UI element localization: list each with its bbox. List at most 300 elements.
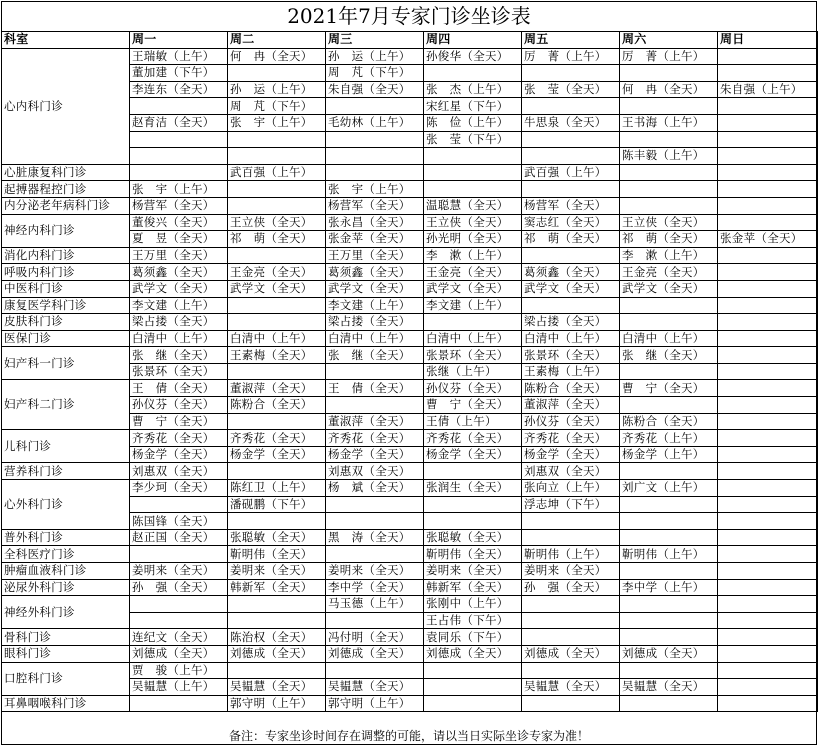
schedule-cell: 武百强（上午） [522,164,620,181]
schedule-cell: 王万里（全天） [130,247,228,264]
schedule-cell [326,546,424,563]
schedule-cell: 姜明来（全天） [228,563,326,580]
schedule-cell: 韩新军（全天） [424,579,522,596]
schedule-cell: 马玉德（上午） [326,596,424,613]
schedule-cell: 窦志红（全天） [522,214,620,231]
schedule-cell: 靳明伟（上午） [522,546,620,563]
table-row [2,563,818,580]
schedule-cell: 黑 涛（全天） [326,529,424,546]
schedule-cell: 董加建（下午） [130,65,228,82]
schedule-cell [718,280,818,297]
schedule-cell [522,65,620,82]
schedule-cell: 曹 宁（全天） [130,413,228,430]
schedule-cell: 武学文（全天） [424,280,522,297]
schedule-cell: 梁占搂（全天） [522,314,620,331]
schedule-cell [718,98,818,115]
schedule-cell: 连纪文（全天） [130,629,228,646]
schedule-cell [130,546,228,563]
schedule-cell [424,164,522,181]
schedule-cell [620,463,718,480]
schedule-cell: 潘砚鹏（下午） [228,496,326,513]
schedule-cell: 张 宇（上午） [130,181,228,198]
schedule-cell [718,330,818,347]
table-row [2,48,818,65]
schedule-cell [718,363,818,380]
schedule-cell: 郭守明（上午） [228,695,326,712]
schedule-cell [522,98,620,115]
table-row [2,347,818,364]
schedule-cell [424,148,522,165]
schedule-cell [326,513,424,530]
schedule-cell: 祁 萌（全天） [620,231,718,248]
schedule-cell: 吴韫慧（全天） [620,679,718,696]
department-name: 口腔科门诊 [2,662,130,695]
schedule-cell: 张 莹（下午） [424,131,522,148]
schedule-cell: 齐秀花（全天） [228,430,326,447]
schedule-cell [718,380,818,397]
schedule-cell [424,695,522,712]
schedule-cell [228,131,326,148]
schedule-cell: 姜明来（全天） [130,563,228,580]
table-row [2,181,818,198]
schedule-cell: 刘广文（上午） [620,480,718,497]
schedule-cell: 杨金学（全天） [424,446,522,463]
schedule-cell [620,513,718,530]
schedule-cell: 齐秀花（全天） [326,430,424,447]
schedule-cell [326,164,424,181]
schedule-cell: 孙 强（全天） [522,579,620,596]
schedule-cell [718,148,818,165]
schedule-cell [522,629,620,646]
schedule-cell [718,247,818,264]
schedule-cell: 吴韫慧（全天） [522,679,620,696]
schedule-cell: 白清中（上午） [522,330,620,347]
schedule-cell: 王万里（全天） [326,247,424,264]
schedule-cell [718,563,818,580]
table-row [2,546,818,563]
schedule-cell [522,131,620,148]
department-name: 营养科门诊 [2,463,130,480]
schedule-cell: 吴韫慧（全天） [228,679,326,696]
schedule-cell [718,645,818,662]
schedule-cell [718,48,818,65]
schedule-cell [522,662,620,679]
schedule-cell [228,363,326,380]
schedule-cell [620,363,718,380]
schedule-cell [326,131,424,148]
department-name: 中医科门诊 [2,280,130,297]
schedule-cell: 姜明来（全天） [522,563,620,580]
schedule-cell [620,629,718,646]
header-sat: 周六 [620,32,718,49]
department-name: 全科医疗门诊 [2,546,130,563]
schedule-cell: 厉 菁（上午） [620,48,718,65]
schedule-cell [522,596,620,613]
schedule-cell [718,397,818,414]
schedule-cell: 牛思泉（全天） [522,114,620,131]
table-row [2,330,818,347]
header-mon: 周一 [130,32,228,49]
schedule-cell [228,181,326,198]
table-row [2,297,818,314]
schedule-cell: 刘惠双（全天） [326,463,424,480]
department-name: 心内科门诊 [2,48,130,164]
schedule-cell [718,679,818,696]
schedule-cell [718,612,818,629]
schedule-cell [620,181,718,198]
schedule-cell: 王立侠（全天） [620,214,718,231]
schedule-cell [326,363,424,380]
schedule-cell [326,397,424,414]
schedule-cell: 靳明伟（上午） [620,546,718,563]
schedule-cell: 齐秀花（上午） [620,430,718,447]
schedule-cell: 刘惠双（全天） [522,463,620,480]
schedule-cell: 袁同乐（下午） [424,629,522,646]
schedule-cell: 杨营军（全天） [522,197,620,214]
schedule-cell [620,662,718,679]
header-sun: 周日 [718,32,818,49]
schedule-cell: 白清中（上午） [130,330,228,347]
schedule-cell: 朱自强（全天） [326,81,424,98]
department-name: 神经内科门诊 [2,214,130,247]
department-name: 妇产科一门诊 [2,347,130,380]
schedule-cell: 董淑萍（全天） [228,380,326,397]
schedule-cell [718,695,818,712]
schedule-cell [620,98,718,115]
schedule-cell [522,695,620,712]
schedule-cell [522,513,620,530]
schedule-cell: 周 芃（下午） [228,98,326,115]
schedule-cell: 李 漱（上午） [424,247,522,264]
footer-note: 备注：专家坐诊时间存在调整的可能，请以当日实际坐诊专家为准！ [228,729,589,743]
schedule-cell: 梁占搂（全天） [130,314,228,331]
schedule-cell: 张 莹（全天） [522,81,620,98]
table-row [2,695,818,712]
schedule-cell: 杨金学（上午） [620,446,718,463]
schedule-cell: 刘惠双（全天） [130,463,228,480]
department-name: 起搏器程控门诊 [2,181,130,198]
schedule-cell: 陈 俭（上午） [424,114,522,131]
schedule-cell: 张 继（全天） [620,347,718,364]
schedule-table [1,31,818,712]
department-name: 心外科门诊 [2,480,130,530]
schedule-cell: 姜明来（全天） [424,563,522,580]
schedule-cell: 杨营军（全天） [326,197,424,214]
table-row [2,596,818,613]
schedule-cell [130,98,228,115]
schedule-cell: 葛须鑫（全天） [130,264,228,281]
schedule-cell [228,247,326,264]
schedule-cell [718,314,818,331]
schedule-cell: 浮志坤（下午） [522,496,620,513]
department-name: 眼科门诊 [2,645,130,662]
schedule-cell: 孙 运（上午） [228,81,326,98]
schedule-cell: 葛须鑫（全天） [522,264,620,281]
schedule-cell [326,662,424,679]
schedule-cell: 武学文（全天） [228,280,326,297]
schedule-cell [718,463,818,480]
schedule-cell [718,430,818,447]
schedule-cell: 李文建（上午） [326,297,424,314]
schedule-cell: 孙仪芬（全天） [130,397,228,414]
schedule-cell: 白清中（上午） [620,330,718,347]
schedule-cell [718,629,818,646]
schedule-cell: 孙 运（上午） [326,48,424,65]
schedule-cell: 王金亮（全天） [424,264,522,281]
table-row [2,662,818,679]
schedule-cell: 张景环（全天） [522,347,620,364]
schedule-cell [424,314,522,331]
schedule-cell [522,297,620,314]
schedule-cell: 张景环（全天） [130,363,228,380]
schedule-cell: 董淑萍（全天） [522,397,620,414]
schedule-cell: 李文建（上午） [424,297,522,314]
schedule-cell [718,446,818,463]
schedule-cell: 董淑萍（全天） [326,413,424,430]
schedule-cell: 刘德成（全天） [522,645,620,662]
table-row [2,629,818,646]
schedule-cell [424,513,522,530]
department-name: 普外科门诊 [2,529,130,546]
table-row [2,430,818,447]
schedule-cell: 陈粉合（全天） [228,397,326,414]
schedule-cell: 杨金学（全天） [522,446,620,463]
schedule-cell: 韩新军（全天） [228,579,326,596]
header-tue: 周二 [228,32,326,49]
department-name: 康复医学科门诊 [2,297,130,314]
schedule-cell: 陈治权（全天） [228,629,326,646]
schedule-cell [522,247,620,264]
schedule-cell [228,596,326,613]
department-name: 消化内科门诊 [2,247,130,264]
schedule-cell [718,164,818,181]
table-row [2,264,818,281]
schedule-cell: 刘德成（全天） [326,645,424,662]
schedule-cell: 张永昌（全天） [326,214,424,231]
department-name: 儿科门诊 [2,430,130,463]
schedule-cell [718,662,818,679]
schedule-cell: 张 继（全天） [326,347,424,364]
schedule-cell [718,264,818,281]
schedule-cell [620,496,718,513]
schedule-cell: 曹 宁（全天） [620,380,718,397]
schedule-cell: 王书海（上午） [620,114,718,131]
schedule-cell: 张 杰（上午） [424,81,522,98]
schedule-cell: 朱自强（上午） [718,81,818,98]
schedule-cell [620,314,718,331]
schedule-cell: 王金亮（全天） [620,264,718,281]
schedule-cell [620,612,718,629]
table-row [2,164,818,181]
schedule-cell: 武学文（全天） [522,280,620,297]
schedule-cell: 白清中（上午） [424,330,522,347]
schedule-cell: 王瑞敏（上午） [130,48,228,65]
schedule-cell: 郭守明（上午） [326,695,424,712]
department-name: 心脏康复科门诊 [2,164,130,181]
schedule-cell: 张金苹（全天） [326,231,424,248]
schedule-cell [620,131,718,148]
schedule-cell [620,596,718,613]
schedule-cell [718,596,818,613]
header-fri: 周五 [522,32,620,49]
header-dept: 科室 [2,32,130,49]
schedule-cell: 李少珂（全天） [130,480,228,497]
schedule-cell [620,65,718,82]
schedule-cell [718,114,818,131]
schedule-cell [718,480,818,497]
schedule-cell: 宋红星（下午） [424,98,522,115]
schedule-cell [228,148,326,165]
schedule-cell [718,65,818,82]
department-name: 医保门诊 [2,330,130,347]
schedule-cell: 陈红卫（上午） [228,480,326,497]
table-row [2,579,818,596]
schedule-cell: 王倩（上午） [424,413,522,430]
schedule-cell: 张向立（上午） [522,480,620,497]
schedule-cell: 陈丰毅（上午） [620,148,718,165]
schedule-cell: 赵正国（全天） [130,529,228,546]
schedule-cell [228,463,326,480]
department-name: 神经外科门诊 [2,596,130,629]
department-name: 骨科门诊 [2,629,130,646]
schedule-cell: 李中学（全天） [326,579,424,596]
schedule-cell [228,612,326,629]
schedule-cell [718,131,818,148]
schedule-sheet [1,1,817,745]
schedule-cell [228,413,326,430]
schedule-cell: 王 倩（全天） [130,380,228,397]
schedule-cell [620,297,718,314]
schedule-cell [620,695,718,712]
schedule-cell [718,529,818,546]
schedule-cell: 孙仪芬（全天） [522,413,620,430]
schedule-cell: 武学文（全天） [326,280,424,297]
department-name: 内分泌老年病科门诊 [2,197,130,214]
table-row [2,380,818,397]
schedule-cell: 贾 骏（上午） [130,662,228,679]
schedule-cell: 杨营军（全天） [130,197,228,214]
schedule-cell: 武学文（全天） [620,280,718,297]
schedule-cell [228,662,326,679]
schedule-cell: 刘德成（全天） [228,645,326,662]
table-row [2,214,818,231]
schedule-cell: 张继（上午） [424,363,522,380]
schedule-cell [718,546,818,563]
schedule-cell [522,612,620,629]
schedule-cell [228,197,326,214]
schedule-cell: 孙俊华（全天） [424,48,522,65]
schedule-cell: 何 冉（全天） [620,81,718,98]
schedule-cell: 张金苹（全天） [718,231,818,248]
schedule-cell [228,314,326,331]
schedule-cell [424,679,522,696]
schedule-cell: 王 倩（全天） [326,380,424,397]
schedule-cell [718,579,818,596]
schedule-cell: 祁 萌（全天） [228,231,326,248]
schedule-cell [718,214,818,231]
schedule-cell: 白清中（上午） [326,330,424,347]
schedule-cell [424,181,522,198]
schedule-cell: 陈粉合（全天） [620,413,718,430]
schedule-cell: 张刚中（上午） [424,596,522,613]
schedule-cell [620,529,718,546]
schedule-cell: 孙光明（全天） [424,231,522,248]
schedule-cell: 李文建（上午） [130,297,228,314]
schedule-cell: 曹 宁（全天） [424,397,522,414]
schedule-cell: 李 漱（上午） [620,247,718,264]
schedule-cell [718,513,818,530]
department-name: 呼吸内科门诊 [2,264,130,281]
schedule-cell: 王金亮（全天） [228,264,326,281]
schedule-cell: 刘德成（全天） [424,645,522,662]
schedule-cell: 孙仪芬（全天） [424,380,522,397]
schedule-cell: 张景环（全天） [424,347,522,364]
schedule-cell: 刘德成（全天） [620,645,718,662]
department-name: 肿瘤血液科门诊 [2,563,130,580]
schedule-cell [130,148,228,165]
department-name: 皮肤科门诊 [2,314,130,331]
schedule-cell: 张聪敏（全天） [228,529,326,546]
schedule-cell [326,148,424,165]
schedule-cell: 王立侠（全天） [228,214,326,231]
schedule-cell: 祁 萌（全天） [522,231,620,248]
schedule-cell [718,197,818,214]
schedule-cell [620,164,718,181]
schedule-cell [424,65,522,82]
schedule-cell: 吴韫慧（全天） [326,679,424,696]
schedule-cell: 靳明伟（全天） [424,546,522,563]
schedule-cell: 杨 斌（全天） [326,480,424,497]
schedule-cell [718,181,818,198]
schedule-cell: 李连东（全天） [130,81,228,98]
department-name: 妇产科二门诊 [2,380,130,430]
schedule-cell [522,529,620,546]
schedule-cell: 武学文（全天） [130,280,228,297]
schedule-cell [424,463,522,480]
table-row [2,645,818,662]
schedule-cell: 武百强（上午） [228,164,326,181]
schedule-cell: 白清中（上午） [228,330,326,347]
schedule-cell [228,513,326,530]
schedule-cell: 孙 强（全天） [130,579,228,596]
department-name: 耳鼻咽喉科门诊 [2,695,130,712]
schedule-cell: 齐秀花（全天） [424,430,522,447]
table-row [2,314,818,331]
schedule-cell: 何 冉（全天） [228,48,326,65]
header-row [2,32,818,49]
schedule-cell: 李中学（上午） [620,579,718,596]
schedule-cell [620,563,718,580]
schedule-cell: 杨金学（全天） [326,446,424,463]
schedule-cell: 毛幼林（上午） [326,114,424,131]
schedule-cell: 王素梅（上午） [522,363,620,380]
schedule-body [2,32,818,712]
table-row [2,529,818,546]
schedule-cell: 杨金学（全天） [130,446,228,463]
schedule-cell [130,695,228,712]
schedule-cell: 王占伟（下午） [424,612,522,629]
schedule-cell: 周 芃（下午） [326,65,424,82]
schedule-cell: 刘德成（全天） [130,645,228,662]
schedule-cell: 王立侠（全天） [424,214,522,231]
schedule-cell [718,347,818,364]
schedule-cell: 张聪敏（全天） [424,529,522,546]
schedule-cell [522,148,620,165]
schedule-cell: 张润生（全天） [424,480,522,497]
schedule-cell [326,496,424,513]
schedule-cell [326,612,424,629]
schedule-cell: 吴韫慧（上午） [130,679,228,696]
